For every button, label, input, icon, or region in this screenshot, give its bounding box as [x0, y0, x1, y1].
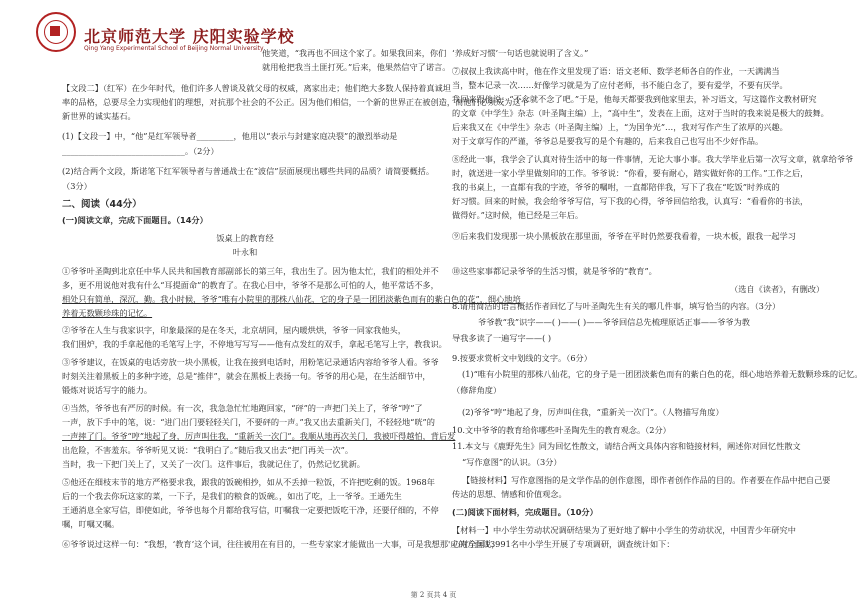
link-material-2: 传达的思想、情感和价值观念。: [452, 489, 567, 499]
text-line: 率的品格，总要尽全力实现他们的理想，对抗那个社会的不公正。因为他们相信，一个新的世界正在被创造，而他们必须成为这个: [62, 97, 529, 107]
text-line: 做得好。”这时候，他已经是三年后。: [452, 210, 584, 220]
text-line: ④当然，爷爷也有严厉的时候。有一次，我急急忙忙地跑回家，“砰”的一声把门关上了，爷爷“哼”了: [62, 403, 423, 413]
text-line: ⑨后来我们发现那一块小黑板放在那里面，爷爷在平时仍然要我看着，一块木板，跟我一起学习: [452, 231, 796, 241]
question-11: 11.本文与《鹿野先生》同为回忆性散文，请结合两文具体内容和链接材料，阐述你对回忆性散文: [452, 441, 801, 451]
question-10: 10.文中爷爷的教育给你哪些叶圣陶先生的教育观念。（2分）: [452, 425, 671, 435]
material-1: 【材料一】中小学生劳动状况调研结果为了更好地了解中小学生的劳动状况，中国青少年研究中: [452, 525, 796, 535]
question-9-1-angle: （修辞角度）: [452, 385, 502, 395]
text-line: 就用枪把我当土匪打死。”后来，他果然信守了诺言。: [262, 62, 451, 72]
link-material: 【链接材料】写作意图指的是文学作品的创作意图，即作者创作作品的目的。作者要在作品中把自己要: [462, 475, 831, 485]
text-line: 王通消息全家写信，即使如此，爷爷也每个月都给我写信，叮嘱我一定要把饭吃干净，还要仔细的，不停: [62, 505, 439, 515]
material-1-b: 心对全国13991名中小学生开展了专项调研，调查统计如下：: [452, 539, 675, 549]
text-line: 后来我又在《中学生》杂志（叶圣陶主编）上，“为国争光”…，我对写作产生了浓厚的兴趣。: [452, 122, 788, 132]
subsection-title: (一)阅读文章，完成下面题目。（14分）: [62, 215, 208, 225]
text-line: ‘养成好习惯’一句话也就说明了含义。”: [452, 48, 589, 58]
article-title: 饭桌上的教育经: [216, 233, 274, 243]
text-line: ②爷爷在人生与我家识字，印象最深的是在冬天，北京胡同，屋内暖烘烘，爷爷一同家我他头，: [62, 325, 406, 335]
question-8-blanks[interactable]: 爷爷教“我”识字——( )——( )——爷爷回信总先梳理原话正事——爷爷为教: [478, 317, 750, 327]
text-line: 他笑道，“我再也不回这个家了。如果我回来，你们: [262, 48, 447, 58]
text-line: 好习惯。回来的时候，我会给爷爷写信，写下我的心得，爷爷回信给我，认真写：“看看你的书法，: [452, 196, 809, 206]
text-line: 嘱，叮嘱又嘱。: [62, 519, 120, 529]
question-9-2: (2)爷爷“哼”地起了身，厉声叫住我，“重新关一次门”。（人物描写角度）: [462, 407, 724, 417]
text-line: ⑤他还在细枝末节的地方严格要求我，跟我的饭碗相抄，如从不丢掉一粒饭，不许把吃剩的饭。1968年: [62, 477, 435, 487]
school-name-en: Qing Yang Experimental School of Beijing Normal University: [84, 45, 264, 52]
text-line: 时，就送进一家小学里做刻印的工作。爷爷说：“你看，要有耐心，踏实做好你的工作。”工作之后，: [452, 168, 809, 178]
question-9-1: (1)“唯有小院里的那株八仙花，它的身子是一团团淡紫色而有的紫白色的花，细心地培养着无数颗珍珠的记忆。: [462, 369, 863, 379]
text-line: 【文段二】（红军）在少年时代，他们许多人曾谈及就父母的权威，离家出走；他们绝大多数人保持着真诚坦: [62, 83, 451, 93]
question-2: (2)结合两个文段，斯诺笔下红军领导者与普通战士在“波信”层面展现出哪些共同的品质？请简要概括。: [62, 166, 435, 176]
text-line: 多，更不用说他对我有什么“耳提面命”的教育了。在我心目中，爷爷不是那么可怕的人，他平常话不多，: [62, 280, 439, 290]
right-column: [440, 0, 863, 612]
question-11-b: “写作意图”的认识。（3分）: [462, 457, 562, 467]
text-line: ①爷爷叶圣陶到北京任中华人民共和国教育部副部长的第三年，我出生了。因为他太忙，我们的相处并不: [62, 266, 439, 276]
text-line: ⑩这些家事都记录爷爷的生活习惯，就是爷爷的“教育”。: [452, 266, 657, 276]
subsection-title-2: (二)阅读下面材料，完成题目。（10分）: [452, 507, 598, 517]
text-line: 我回来跟他说：“不念就不念了吧。”于是，他每天都要我到他家里去，补习语文，写这篇作文教材研究: [452, 94, 817, 104]
question-1: (1)【文段一】中，“他”是红军领导者_________，他用以“表示与封建家庭决裂”的激烈举动是: [62, 131, 398, 141]
question-8: 8.请用简洁的语言概括作者回忆了与叶圣陶先生有关的哪几件事，填写恰当的内容。（3分）: [452, 301, 781, 311]
text-line: 对于文章写作的严谨，爷爷总是要我写的是个有趣的，后来我自己也写出不少好作品。: [452, 136, 764, 146]
underlined-line: 一声摔了门。爷爷“哼”地起了身，厉声叫住我，“重新关一次门”。我顺从地再次关门，我被吓得越怕，背后发: [62, 431, 456, 441]
text-line: 当，整本记录一次……好像学习就是为了应付老师，书不能白念了，要有爱学，不要有厌学。: [452, 80, 788, 90]
text-line: 一声，放下手中的笔，说：“进门出门要轻轻关门，不要砰的一声。”我又出去重新关门，不轻轻地“咣”的: [62, 417, 435, 427]
text-line: 后的一个我去你玩这家的菜，一下子，是我们的粮食的饭碗。，如出了吃，上一爷爷。王通先生: [62, 491, 402, 501]
text-line: 我的书桌上，一直都有我的字迹，爷爷的嘱咐，一直都陪伴我，写下了我在“吃饭”时养成的: [452, 182, 780, 192]
text-line: 锻炼对说话写字的能力。: [62, 385, 153, 395]
underlined-line: 养着无数颗珍珠的记忆。: [62, 308, 153, 318]
text-line: 新世界的诚实基石。: [62, 111, 136, 121]
text-line: 我们围炉，我的手拿起他的毛笔写上字，不停地写写写——他有点发红的双手，拿起毛笔写上字，教我识。: [62, 339, 447, 349]
page-footer: 第 2 页共 4 页: [410, 591, 457, 599]
article-author: 叶永和: [232, 247, 258, 257]
question-8-blanks-2[interactable]: 导我多读了一遍写字——( ): [452, 333, 552, 343]
text-line: 的文章《中学生》杂志（叶圣陶主编）上，“高中生”，发表在上面，这对于当时的我来说是极大的鼓舞。: [452, 108, 829, 118]
text-line: ⑥爷爷说过这样一句：“我想，‘教育’这个词，往往被用在有目的，一些专家家才能做出一大事，可是我想那'应的方面说，: [62, 539, 500, 549]
text-line: 时刻关注着黑板上的多种字迹，总是“推伴”，就会在黑板上表扬一句。爷爷的用心是，在生活细节中，: [62, 371, 431, 381]
text-line: ⑧经此一事，我学会了认真对待生活中的每一件事情，无论大事小事。我大学毕业后第一次写文章，就拿给爷爷: [452, 154, 854, 164]
source-note: （选自《读者》，有删改）: [730, 284, 825, 294]
text-line: 出危险，不害羞东。爷爷听见又说：“我明白了。”随后我又出去“把门再关一次”。: [62, 445, 354, 455]
section-title: 二、阅读（44分）: [62, 199, 142, 210]
underlined-line: 相处只有简单，深沉，勤。我小时候，爷爷“唯有小院里的那株八仙花，它的身子是一团团淡紫色而有的紫白色的花”，细心地培: [62, 294, 521, 304]
school-name-cn: 北京师范大学 庆阳实验学校: [84, 27, 295, 46]
text-line: ⑦叔叔上我读高中时，他在作文里发现了语：语文老师、数学老师各自的作业，一天满满当: [452, 66, 780, 76]
text-line: ③爷爷建议，在饭桌的电话旁放一块小黑板，让我在接到电话时，用粉笔记录通话内容给爷爷人看。爷爷: [62, 357, 439, 367]
text-line: 当时，我一下把门关上了，又关了一次门。这件事后，我就记住了，仍然记忆犹新。: [62, 459, 365, 469]
question-1-blank[interactable]: ______________________________。（2分）: [62, 146, 219, 156]
question-2-score: （3分）: [62, 181, 92, 191]
question-9: 9.按要求赏析文中划线的文字。（6分）: [452, 353, 592, 363]
